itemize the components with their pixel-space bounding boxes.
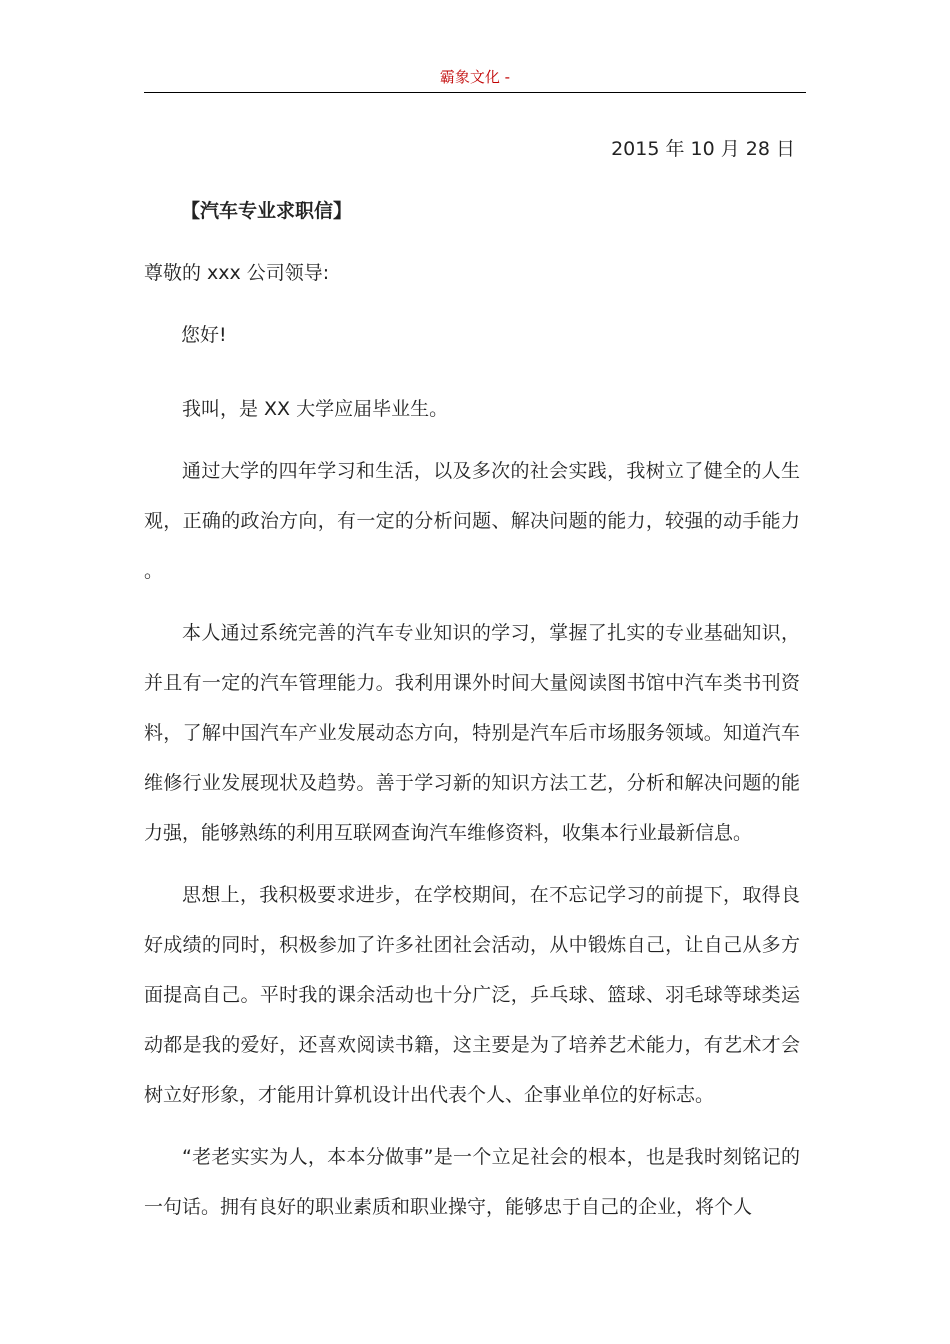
letter-title: 【汽车专业求职信】 [181, 200, 353, 222]
page-header [144, 62, 806, 93]
paragraph-activities: 思想上，我积极要求进步，在学校期间，在不忘记学习的前提下，取得良好成绩的同时，积极参加了许多社团社会活动，从中锻炼自己，让自己从多方面提高自己。平时我的课余活动也十分广泛，乒乓球、篮球、羽毛球等球类运动都是我的爱好，还喜欢阅读书籍，这主要是为了培养艺术能力，有艺术才会树立好形象，才能用计算机设计出代表个人、企事业单位的好标志。 [144, 884, 800, 1106]
paragraph-intro: 我叫，是 XX 大学应届毕业生。 [182, 398, 449, 420]
header-text: 霸象文化 - [439, 68, 511, 86]
letter-body [144, 384, 800, 1244]
paragraph-motto: “老老实实为人，本本分做事”是一个立足社会的根本，也是我时刻铭记的一句话。拥有良好的职业素质和职业操守，能够忠于自己的企业，将个人 [144, 1146, 800, 1218]
paragraph-skills: 本人通过系统完善的汽车专业知识的学习，掌握了扎实的专业基础知识，并且有一定的汽车管理能力。我利用课外时间大量阅读图书馆中汽车类书刊资料，了解中国汽车产业发展动态方向，特别是汽车后市场服务领域。知道汽车维修行业发展现状及趋势。善于学习新的知识方法工艺，分析和解决问题的能力强，能够熟练的利用互联网查询汽车维修资料，收集本行业最新信息。 [144, 622, 800, 844]
salutation: 尊敬的 xxx 公司领导: [144, 262, 330, 284]
letter-date: 2015 年 10 月 28 日 [611, 138, 795, 160]
greeting: 您好! [181, 324, 227, 346]
paragraph-outlook: 通过大学的四年学习和生活，以及多次的社会实践，我树立了健全的人生观，正确的政治方向，有一定的分析问题、解决问题的能力，较强的动手能力。 [144, 460, 800, 582]
